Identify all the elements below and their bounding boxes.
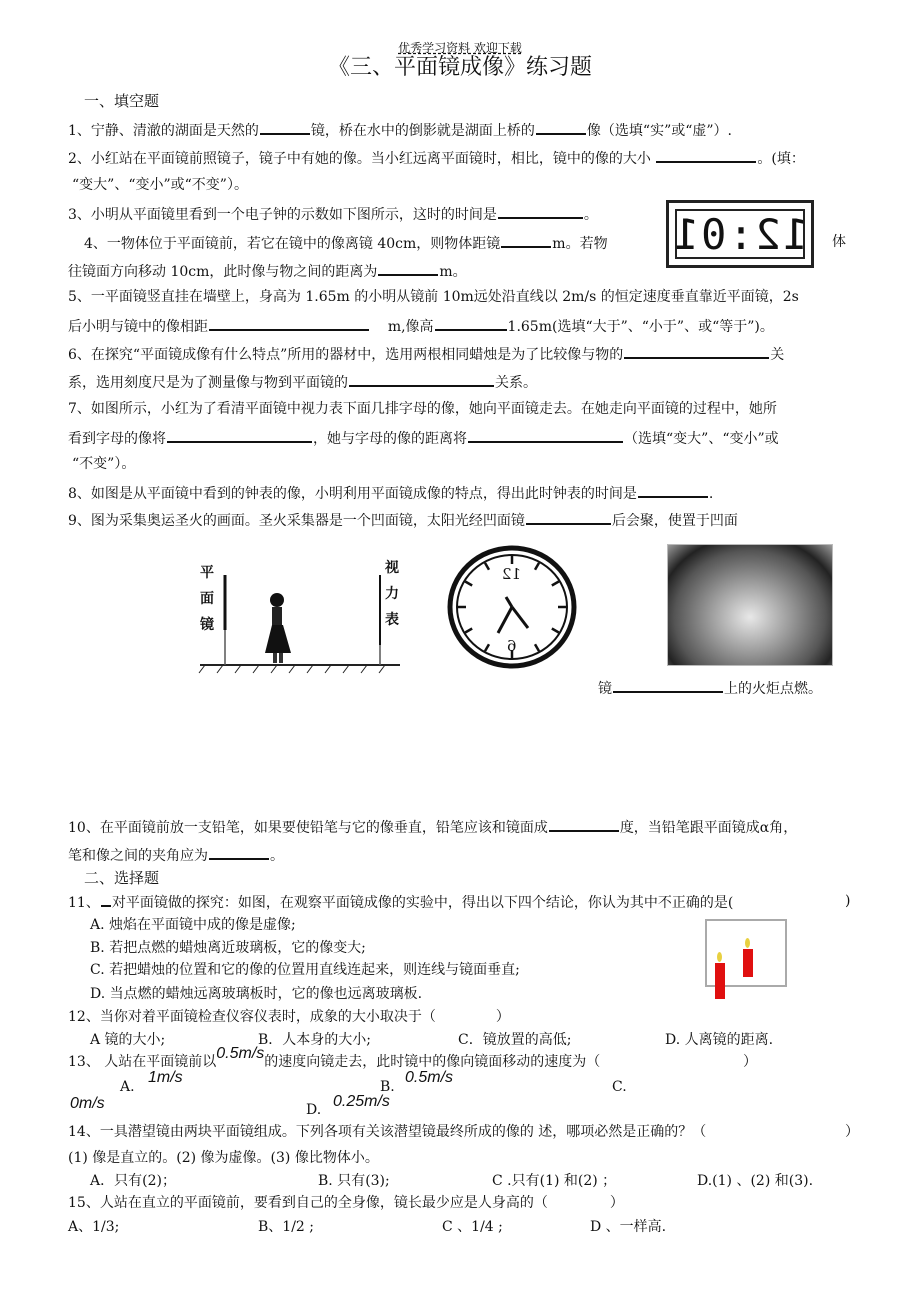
q4-text: m。 (439, 264, 467, 280)
option-d-value: 0.25m/s (333, 1093, 390, 1110)
candle-image-icon (743, 949, 753, 977)
question-10 (68, 816, 797, 838)
answer-blank (378, 260, 438, 276)
clock-tick (485, 563, 489, 570)
answer-blank (260, 119, 310, 135)
answer-blank (209, 844, 269, 860)
q13-text: 的速度向镜走去，此时镜中的像向镜面移动的速度为（ (264, 1054, 601, 1070)
page-header: 优秀学习资料 欢迎下载 (398, 41, 522, 55)
question-8 (68, 482, 713, 504)
q9-text: 上的火炬点燃。 (724, 681, 822, 697)
mirror-scene-drawing (195, 555, 405, 675)
q8-text: . (708, 486, 714, 502)
option-c: C. (612, 1079, 627, 1095)
option-c: C .只有(1) 和(2) ； (492, 1173, 617, 1189)
q9-text: 后会聚，使置于凹面 (611, 513, 738, 529)
question-15 (68, 1193, 624, 1213)
clock-tick (552, 582, 559, 586)
option-a: A. 烛焰在平面镜中成的像是虚像; (90, 917, 296, 933)
q11-text: 对平面镜做的探究：如图，在观察平面镜成像的实验中，得出以下四个结论，你认为其中不正确的是( (111, 895, 734, 911)
clock-6-label: 6 (507, 637, 517, 655)
option-b: B．人本身的大小; (258, 1032, 372, 1048)
olympic-torch-photo (667, 544, 833, 666)
answer-blank (468, 427, 623, 443)
question-12 (68, 1007, 510, 1027)
option-b: B. (380, 1079, 395, 1095)
q3-text: 3、小明从平面镜里看到一个电子钟的示数如下图所示，这时的时间是 (68, 207, 497, 223)
q10-text: 笔和像之间的夹角应为 (68, 848, 208, 864)
answer-blank (101, 891, 111, 907)
question-3 (68, 203, 598, 225)
question-7: 7、如图所示，小红为了看清平面镜中视力表下面几排字母的像，她向平面镜走去。在她走向平面镜的过程中，她所 (68, 401, 777, 417)
q5-text: 后小明与镜中的像相距 (68, 319, 208, 335)
option-b-value: 0.5m/s (405, 1069, 454, 1086)
option-c-value: 0m/s (70, 1095, 105, 1112)
option-d: D. 当点燃的蜡烛远离玻璃板时，它的像也远离玻璃板. (90, 986, 423, 1002)
q2-text: 。(填： (757, 151, 805, 167)
clock-tick (465, 582, 472, 586)
option-d: D. (306, 1102, 322, 1118)
q9-text: 9、图为采集奥运圣火的画面。圣火采集器是一个凹面镜，太阳光经凹面镜 (68, 513, 525, 529)
candle-icon (715, 963, 725, 999)
option-a: A、1/3; (68, 1219, 120, 1235)
q14-text: ） (845, 1124, 859, 1140)
answer-blank (209, 315, 369, 331)
section-multiple-choice: 二、选择题 (84, 869, 160, 887)
answer-blank (435, 315, 507, 331)
option-d: D.(1) 、(2) 和(3). (697, 1173, 814, 1189)
option-c: C．镜放置的高低; (458, 1032, 572, 1048)
mirror-label: 平面镜 (200, 565, 214, 633)
question-9 (68, 509, 738, 531)
q4-text: 4、一物体位于平面镜前，若它在镜中的像离镜 40cm，则物体距镜 (84, 236, 501, 252)
option-d: D 、一样高. (590, 1219, 667, 1235)
option-a: A 镜的大小; (90, 1032, 166, 1048)
clock-digits: 12:01 (671, 209, 809, 259)
q6-text: 关 (770, 347, 785, 363)
q6-text: 关系。 (495, 375, 537, 391)
q7-text: ，她与字母的像的距离将 (313, 431, 467, 447)
q6-text: 6、在探究“平面镜成像有什么特点”所用的器材中，选用两根相同蜡烛是为了比较像与物的 (68, 347, 624, 363)
q2-text: “变大”、“变小”或“不变”）。 (72, 177, 248, 193)
q12-text: ） (495, 1009, 510, 1025)
option-c: C. 若把蜡烛的位置和它的像的位置用直线连起来，则连线与镜面垂直; (90, 962, 520, 978)
clock-tick (535, 563, 539, 570)
q1-text: 1、宁静、清澈的湖面是天然的 (68, 123, 259, 139)
answer-blank (638, 482, 708, 498)
answer-blank (498, 203, 583, 219)
option-c: C 、1/4 ; (442, 1219, 503, 1235)
q10-text: 。 (270, 848, 284, 864)
option-b: B. 只有(3); (318, 1173, 390, 1189)
q7-text: “不变”）。 (72, 456, 136, 472)
answer-blank (549, 816, 619, 832)
q1-text: 像（选填“实”或“虚”）. (586, 123, 733, 139)
clock-tick (465, 629, 472, 633)
q5-text: 1.65m(选填“大于”、“小于”、或“等于”)。 (507, 319, 774, 335)
question-14: 14、一具潜望镜由两块平面镜组成。下列各项有关该潜望镜最终所成的像的 述，哪项必然是正确的？（ (68, 1124, 707, 1140)
answer-blank (536, 119, 586, 135)
q11-text: 11、 (68, 895, 100, 911)
section-fill-in: 一、填空题 (84, 92, 160, 110)
option-d: D. 人离镜的距离. (665, 1032, 774, 1048)
q11-text: ) (845, 893, 851, 909)
flame-icon (745, 938, 750, 948)
question-4 (84, 232, 608, 254)
q1-text: 镜，桥在水中的倒影就是湖面上桥的 (310, 123, 535, 139)
option-a-value: 1m/s (148, 1069, 183, 1086)
answer-blank (501, 232, 551, 248)
q4-text: 往镜面方向移动 10cm，此时像与物之间的距离为 (68, 264, 378, 280)
digital-clock-figure (666, 200, 814, 268)
candles-figure (705, 919, 787, 1019)
q4-text: 体 (832, 234, 846, 250)
answer-blank (624, 343, 769, 359)
question-2 (68, 147, 805, 169)
eye-chart-label: 视力表 (385, 560, 399, 628)
clock-tick (552, 629, 559, 633)
q7-text: （选填“变大”、“变小”或 (624, 431, 779, 447)
q10-text: 10、在平面镜前放一支铅笔，如果要使铅笔与它的像垂直，铅笔应该和镜面成 (68, 820, 548, 836)
q4-text: m。若物 (552, 236, 608, 252)
mirror-eye-chart-figure (195, 555, 405, 675)
q13-text: ） (743, 1054, 757, 1070)
q10-text: 度，当铅笔跟平面镜成α角， (619, 820, 798, 836)
answer-blank (349, 371, 494, 387)
q13-text: 13、 人站在平面镜前以 (68, 1054, 217, 1070)
question-1 (68, 119, 732, 141)
option-b: B、1/2 ; (258, 1219, 314, 1235)
answer-blank (526, 509, 611, 525)
q7-text: 看到字母的像将 (68, 431, 166, 447)
speed-value: 0.5m/s (216, 1045, 265, 1062)
page-title: 《三、平面镜成像》练习题 (327, 55, 592, 80)
clock-12-label: 12 (502, 565, 522, 583)
q15-text: 15、人站在直立的平面镜前，要看到自己的全身像，镜长最少应是人身高的（ (68, 1195, 548, 1211)
flame-icon (717, 952, 722, 962)
q2-text: 2、小红站在平面镜前照镜子，镜子中有她的像。当小红远离平面镜时，相比，镜中的像的大小 (68, 151, 651, 167)
q9-text: 镜 (598, 681, 612, 697)
q15-text: ） (609, 1195, 624, 1211)
q6-text: 系，选用刻度尺是为了测量像与物到平面镜的 (68, 375, 348, 391)
q3-text: 。 (583, 207, 598, 223)
option-b: B. 若把点燃的蜡烛离近玻璃板，它的像变大; (90, 940, 366, 956)
clock-tick (535, 644, 539, 651)
q8-text: 8、如图是从平面镜中看到的钟表的像，小明利用平面镜成像的特点，得出此时钟表的时间是 (68, 486, 637, 502)
mirrored-clock-figure (446, 545, 578, 670)
option-a: A. (120, 1079, 135, 1095)
answer-blank (656, 147, 756, 163)
q14-statements: (1) 像是直立的。(2) 像为虚像。(3) 像比物体小。 (68, 1150, 379, 1166)
question-11 (68, 891, 733, 913)
q12-text: 12、当你对着平面镜检查仪容仪表时，成象的大小取决于（ (68, 1009, 436, 1025)
question-6 (68, 343, 784, 365)
option-a: A．只有(2)； (90, 1173, 176, 1189)
question-5: 5、一平面镜竖直挂在墙壁上，身高为 1.65m 的小明从镜前 10m远处沿直线以 2m/s 的恒定速度垂直靠近平面镜，2s (68, 289, 799, 305)
q5-text: m,像高 (387, 319, 434, 335)
answer-blank (167, 427, 312, 443)
answer-blank (613, 677, 723, 693)
clock-tick (485, 644, 489, 651)
